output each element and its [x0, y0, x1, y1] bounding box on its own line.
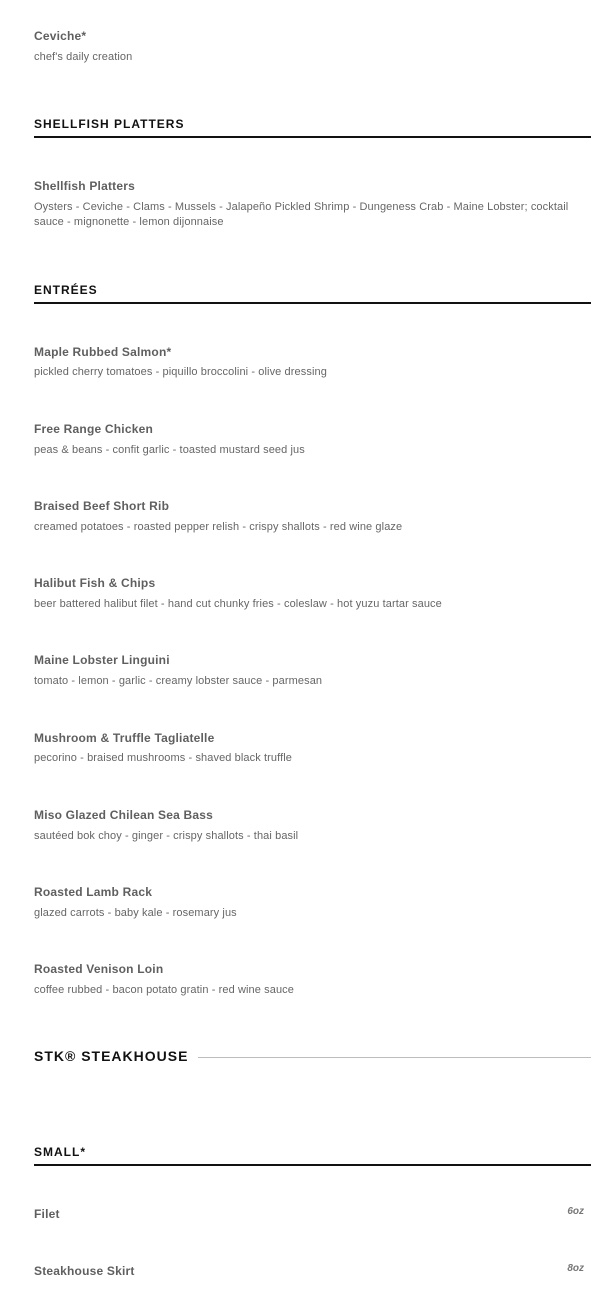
entree-name: Roasted Venison Loin — [34, 962, 164, 976]
entree-name: Halibut Fish & Chips — [34, 576, 156, 590]
section-title-small: SMALL* — [34, 1145, 86, 1159]
section-divider-shellfish — [34, 136, 591, 138]
entree-description: beer battered halibut filet - hand cut chunky fries - coleslaw - hot yuzu tartar sauce — [34, 598, 442, 610]
entree-description: coffee rubbed - bacon potato gratin - red wine sauce — [34, 984, 294, 996]
section-title-entrees: ENTRÉES — [34, 283, 98, 297]
entree-description: sautéed bok choy - ginger - crispy shallots - thai basil — [34, 830, 299, 842]
entree-name: Miso Glazed Chilean Sea Bass — [34, 808, 213, 822]
entree-name: Free Range Chicken — [34, 422, 153, 436]
entree-name: Braised Beef Short Rib — [34, 499, 170, 513]
shellfish-desc-line-1: Oysters - Ceviche - Clams - Mussels - Jalapeño Pickled Shrimp - Dungeness Crab - Maine Lobster; cocktail — [34, 201, 569, 213]
entree-name: Mushroom & Truffle Tagliatelle — [34, 731, 215, 745]
section-divider-small — [34, 1164, 591, 1166]
steakhouse-heading-divider — [198, 1057, 591, 1058]
ceviche-description: chef's daily creation — [34, 51, 133, 63]
shellfish-platters-description — [34, 200, 594, 230]
ceviche-name: Ceviche* — [34, 29, 87, 43]
section-title-shellfish: SHELLFISH PLATTERS — [34, 117, 185, 131]
shellfish-desc-line-2: sauce - mignonette - lemon dijonnaise — [34, 216, 224, 228]
entree-name: Maine Lobster Linguini — [34, 653, 170, 667]
steakhouse-heading: STK® STEAKHOUSE — [34, 1048, 189, 1064]
entree-description: peas & beans - confit garlic - toasted mustard seed jus — [34, 444, 305, 456]
entree-description: pecorino - braised mushrooms - shaved black truffle — [34, 752, 293, 764]
steak-size: 6oz — [567, 1206, 584, 1217]
entree-description: pickled cherry tomatoes - piquillo broccolini - olive dressing — [34, 366, 327, 378]
shellfish-platters-name: Shellfish Platters — [34, 179, 135, 193]
entree-name: Maple Rubbed Salmon* — [34, 345, 172, 359]
steak-size: 8oz — [567, 1263, 584, 1274]
entree-description: creamed potatoes - roasted pepper relish - crispy shallots - red wine glaze — [34, 521, 403, 533]
steak-name: Filet — [34, 1207, 60, 1221]
entree-description: glazed carrots - baby kale - rosemary jus — [34, 907, 237, 919]
section-divider-entrees — [34, 302, 591, 304]
steak-name: Steakhouse Skirt — [34, 1264, 135, 1278]
entree-description: tomato - lemon - garlic - creamy lobster sauce - parmesan — [34, 675, 323, 687]
entree-name: Roasted Lamb Rack — [34, 885, 153, 899]
